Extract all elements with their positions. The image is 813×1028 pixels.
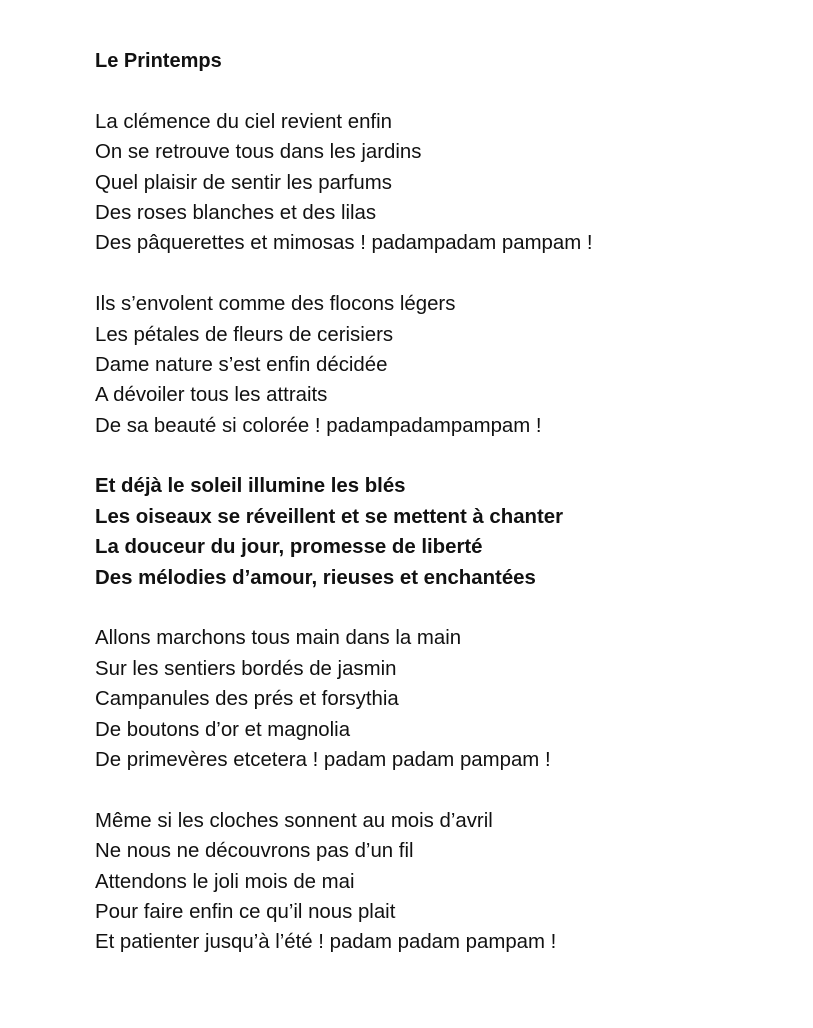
poem-line: Campanules des prés et forsythia xyxy=(95,688,399,711)
poem-line: De boutons d’or et magnolia xyxy=(95,718,351,741)
poem-line: Et déjà le soleil illumine les blés xyxy=(95,475,406,498)
poem-line: Sur les sentiers bordés de jasmin xyxy=(95,657,397,680)
poem-line: De primevères etcetera ! padam padam pampam ! xyxy=(95,748,551,771)
poem-line: A dévoiler tous les attraits xyxy=(95,384,328,407)
poem-line: Les pétales de fleurs de cerisiers xyxy=(95,323,394,346)
stanza-3-refrain xyxy=(95,471,795,593)
poem-line: Des pâquerettes et mimosas ! padampadam pampam ! xyxy=(95,232,593,255)
poem-line: Les oiseaux se réveillent et se mettent à chanter xyxy=(95,505,564,528)
poem-line: De sa beauté si colorée ! padampadampampam ! xyxy=(95,414,542,437)
poem-line: Même si les cloches sonnent au mois d’avril xyxy=(95,809,493,832)
stanza-1 xyxy=(95,107,795,259)
poem-line: Des roses blanches et des lilas xyxy=(95,201,377,224)
poem-title: Le Printemps xyxy=(95,50,222,72)
poem-line: La clémence du ciel revient enfin xyxy=(95,110,392,133)
poem-line: Ils s’envolent comme des flocons légers xyxy=(95,293,456,316)
poem-line: Allons marchons tous main dans la main xyxy=(95,627,462,650)
title-spacer xyxy=(95,76,795,106)
stanza-5 xyxy=(95,806,795,958)
stanza-2 xyxy=(95,289,795,441)
poem-line: Des mélodies d’amour, rieuses et enchantées xyxy=(95,566,536,589)
poem-line: Pour faire enfin ce qu’il nous plait xyxy=(95,900,396,923)
poem-line: Ne nous ne découvrons pas d’un fil xyxy=(95,840,414,863)
poem-line: Quel plaisir de sentir les parfums xyxy=(95,171,392,194)
poem-line: Dame nature s’est enfin décidée xyxy=(95,353,388,376)
poem-line: Attendons le joli mois de mai xyxy=(95,870,355,893)
poem-line: On se retrouve tous dans les jardins xyxy=(95,141,422,164)
poem-line: Et patienter jusqu’à l’été ! padam padam pampam ! xyxy=(95,931,557,954)
stanza-4 xyxy=(95,623,795,775)
poem-line: La douceur du jour, promesse de liberté xyxy=(95,536,483,559)
poem-page xyxy=(95,46,795,988)
